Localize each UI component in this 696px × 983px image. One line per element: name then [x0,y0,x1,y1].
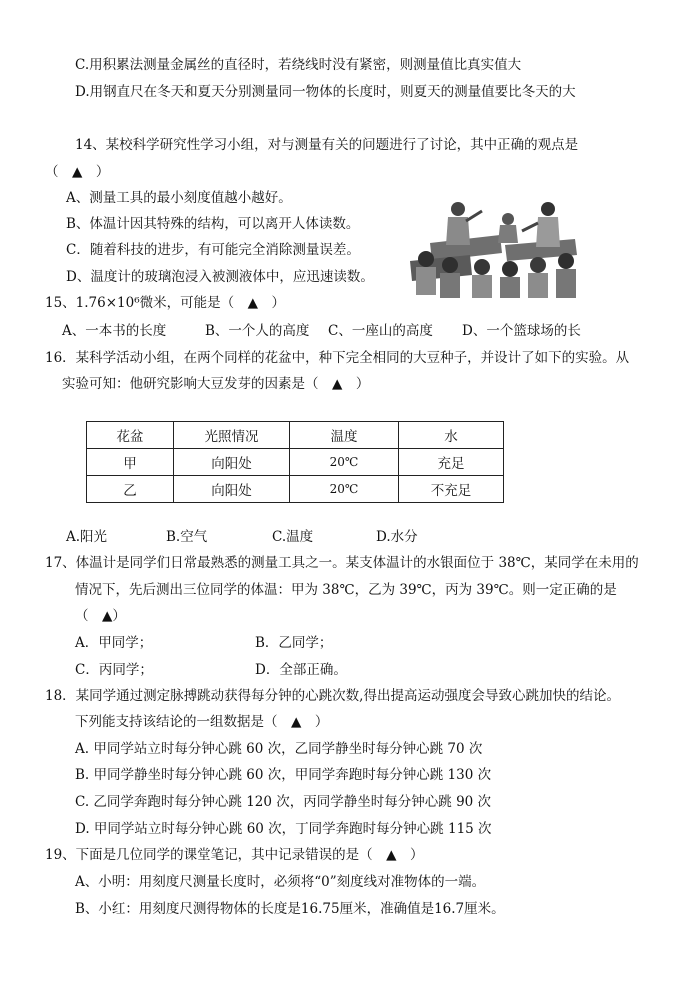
table-header: 温度 [290,422,399,449]
q17-option-b: B．乙同学； [255,635,333,651]
q15-option-d: D、一个篮球场的长 [462,323,581,339]
q15-stem: 15、1.76×10⁶微米，可能是（ ▲ ） [45,295,286,311]
classroom-discussion-illustration [410,195,582,298]
table-cell: 向阳处 [174,449,290,476]
q14-stem: 14、某校科学研究性学习小组，对与测量有关的问题进行了讨论，其中正确的观点是 [75,137,579,153]
q18-stem-line1: 18．某同学通过测定脉搏跳动获得每分钟的心跳次数,得出提高运动强度会导致心跳加快的结论。 [45,688,620,704]
q14-option-d: D、温度计的玻璃泡浸入被测液体中，应迅速读数。 [66,269,374,285]
table-header-row [87,422,504,449]
q15-option-a: A、一本书的长度 [62,323,167,339]
q18-option-b: B. 甲同学静坐时每分钟心跳 60 次，甲同学奔跑时每分钟心跳 130 次 [75,767,492,783]
q19-option-b: B、小红：用刻度尺测得物体的长度是16.75厘米，准确值是16.7厘米。 [75,901,505,917]
experiment-table [86,421,504,503]
q16-option-d: D.水分 [376,529,418,545]
q16-option-a: A.阳光 [66,529,108,545]
table-cell: 不充足 [399,476,504,503]
q14-option-b: B、体温计因其特殊的结构，可以离开人体读数。 [66,216,360,232]
q15-option-b: B、一个人的高度 [205,323,310,339]
q16-stem-line1: 16．某科学活动小组，在两个同样的花盆中，种下完全相同的大豆种子，并设计了如下的实验。从 [45,350,630,366]
table-row [87,449,504,476]
q18-option-a: A. 甲同学站立时每分钟心跳 60 次，乙同学静坐时每分钟心跳 70 次 [75,741,483,757]
table-cell: 乙 [87,476,174,503]
table-cell: 20℃ [290,476,399,503]
q15-option-c: C、一座山的高度 [328,323,433,339]
q14-option-a: A、测量工具的最小刻度值越小越好。 [66,190,292,206]
table-cell: 向阳处 [174,476,290,503]
q14-answer-blank: （ ▲ ） [45,164,110,180]
line-q13-option-d: D.用钢直尺在冬天和夏天分别测量同一物体的长度时，则夏天的测量值要比冬天的大 [75,84,576,100]
q17-answer-blank: （ ▲） [75,608,126,624]
table-header: 水 [399,422,504,449]
q18-stem-line2: 下列能支持该结论的一组数据是（ ▲ ） [75,714,329,730]
table-cell: 甲 [87,449,174,476]
q18-option-d: D. 甲同学站立时每分钟心跳 60 次，丁同学奔跑时每分钟心跳 115 次 [75,821,492,837]
q16-stem-line2: 实验可知：他研究影响大豆发芽的因素是（ ▲ ） [62,376,370,392]
table-cell: 充足 [399,449,504,476]
table-header: 花盆 [87,422,174,449]
line-q13-option-c: C.用积累法测量金属丝的直径时，若绕线时没有紧密，则测量值比真实值大 [75,57,522,73]
q16-option-c: C.温度 [272,529,314,545]
q17-option-c: C．丙同学； [75,662,153,678]
q19-option-a: A、小明：用刻度尺测量长度时，必须将“0”刻度线对准物体的一端。 [75,874,486,890]
q17-stem-line1: 17、体温计是同学们日常最熟悉的测量工具之一。某支体温计的水银面位于 38℃，某同学在未用的 [45,555,639,571]
q17-stem-line2: 情况下，先后测出三位同学的体温：甲为 38℃，乙为 39℃，丙为 39℃。则一定正确的是 [75,582,617,598]
q16-option-b: B.空气 [166,529,208,545]
q18-option-c: C. 乙同学奔跑时每分钟心跳 120 次，丙同学静坐时每分钟心跳 90 次 [75,794,492,810]
q19-stem: 19、下面是几位同学的课堂笔记，其中记录错误的是（ ▲ ） [45,847,424,863]
q17-option-d: D．全部正确。 [255,662,347,678]
q14-option-c: C．随着科技的进步，有可能完全消除测量误差。 [66,242,360,258]
table-row [87,476,504,503]
table-header: 光照情况 [174,422,290,449]
table-cell: 20℃ [290,449,399,476]
q17-option-a: A．甲同学； [75,635,153,651]
